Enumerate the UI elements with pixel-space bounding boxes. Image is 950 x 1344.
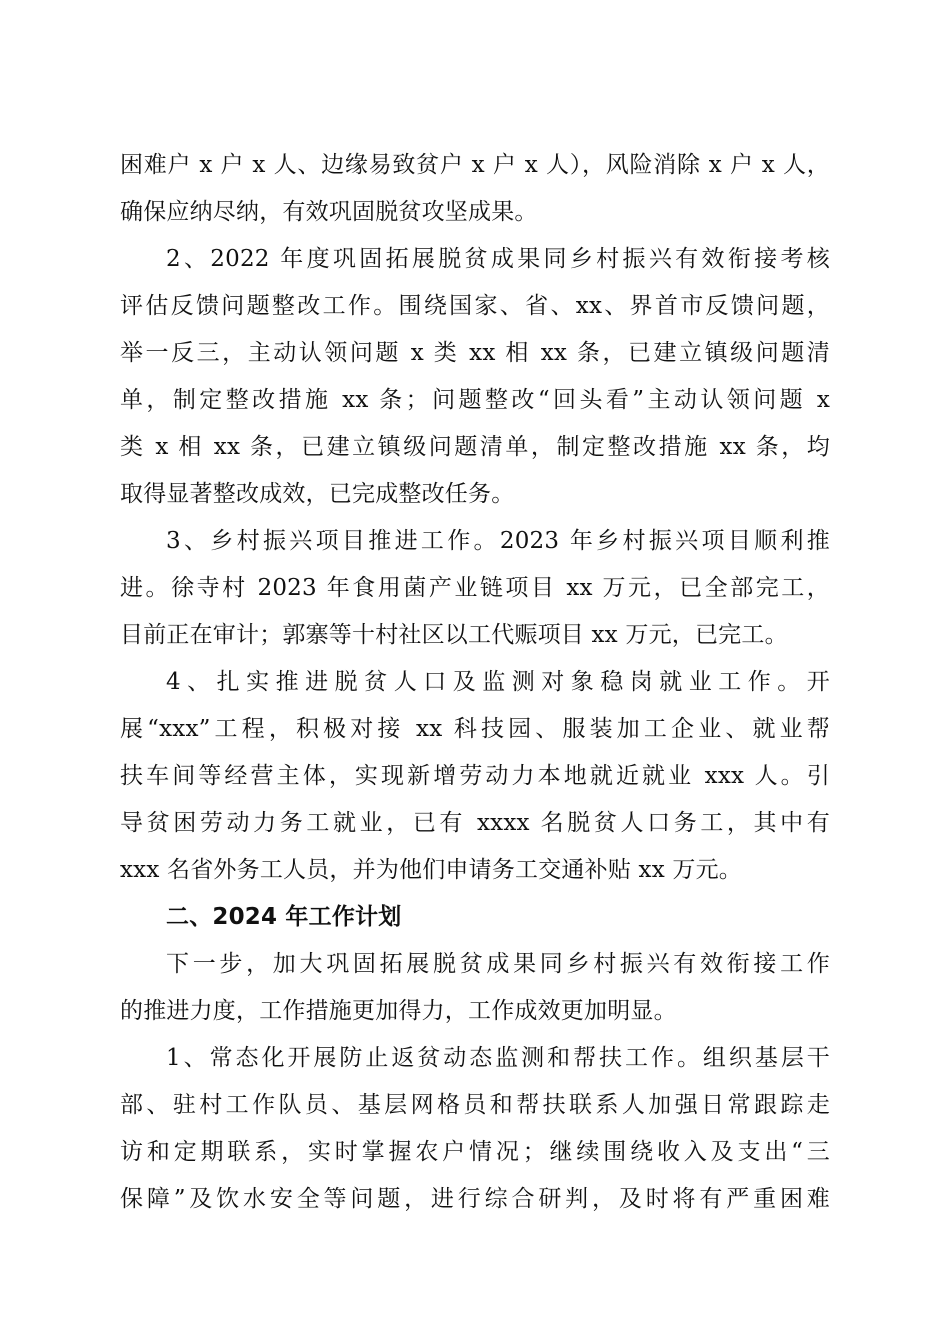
paragraph-line: 4、扎实推进脱贫人口及监测对象稳岗就业工作。开	[166, 669, 830, 695]
paragraph-line: 的推进力度，工作措施更加得力，工作成效更加明显。	[120, 998, 677, 1024]
paragraph-line: 举一反三，主动认领问题 x 类 xx 相 xx 条，已建立镇级问题清	[120, 340, 830, 366]
paragraph-line: 评估反馈问题整改工作。围绕国家、省、xx、界首市反馈问题，	[120, 293, 830, 319]
paragraph-line: 类 x 相 xx 条，已建立镇级问题清单，制定整改措施 xx 条，均	[120, 434, 830, 460]
paragraph-line: 访和定期联系，实时掌握农户情况；继续围绕收入及支出“三	[120, 1139, 830, 1165]
paragraph-line: 确保应纳尽纳，有效巩固脱贫攻坚成果。	[120, 199, 538, 225]
paragraph-line: 扶车间等经营主体，实现新增劳动力本地就近就业 xxx 人。引	[120, 763, 830, 789]
paragraph-line: 保障”及饮水安全等问题，进行综合研判，及时将有严重困难	[120, 1186, 830, 1212]
paragraph-line: 困难户 x 户 x 人、边缘易致贫户 x 户 x 人），风险消除 x 户 x 人，	[120, 152, 830, 178]
paragraph-line: 取得显著整改成效，已完成整改任务。	[120, 481, 515, 507]
paragraph-line: 单，制定整改措施 xx 条；问题整改“回头看”主动认领问题 x	[120, 387, 830, 413]
paragraph-line: 目前正在审计；郭寨等十村社区以工代赈项目 xx 万元，已完工。	[120, 622, 788, 648]
paragraph-line: 展“xxx”工程，积极对接 xx 科技园、服装加工企业、就业帮	[120, 716, 830, 742]
document-body	[120, 142, 830, 1223]
paragraph-line: 2、2022 年度巩固拓展脱贫成果同乡村振兴有效衔接考核	[166, 246, 830, 272]
paragraph-line: 3、乡村振兴项目推进工作。2023 年乡村振兴项目顺利推	[166, 528, 830, 554]
paragraph-line: xxx 名省外务工人员，并为他们申请务工交通补贴 xx 万元。	[120, 857, 742, 883]
paragraph-line: 1、常态化开展防止返贫动态监测和帮扶工作。组织基层干	[166, 1045, 830, 1071]
paragraph-line: 下一步，加大巩固拓展脱贫成果同乡村振兴有效衔接工作	[166, 951, 830, 977]
paragraph-line: 导贫困劳动力务工就业，已有 xxxx 名脱贫人口务工，其中有	[120, 810, 830, 836]
section-heading: 二、2024 年工作计划	[166, 904, 402, 930]
paragraph-line: 进。徐寺村 2023 年食用菌产业链项目 xx 万元，已全部完工，	[120, 575, 830, 601]
paragraph-line: 部、驻村工作队员、基层网格员和帮扶联系人加强日常跟踪走	[120, 1092, 830, 1118]
